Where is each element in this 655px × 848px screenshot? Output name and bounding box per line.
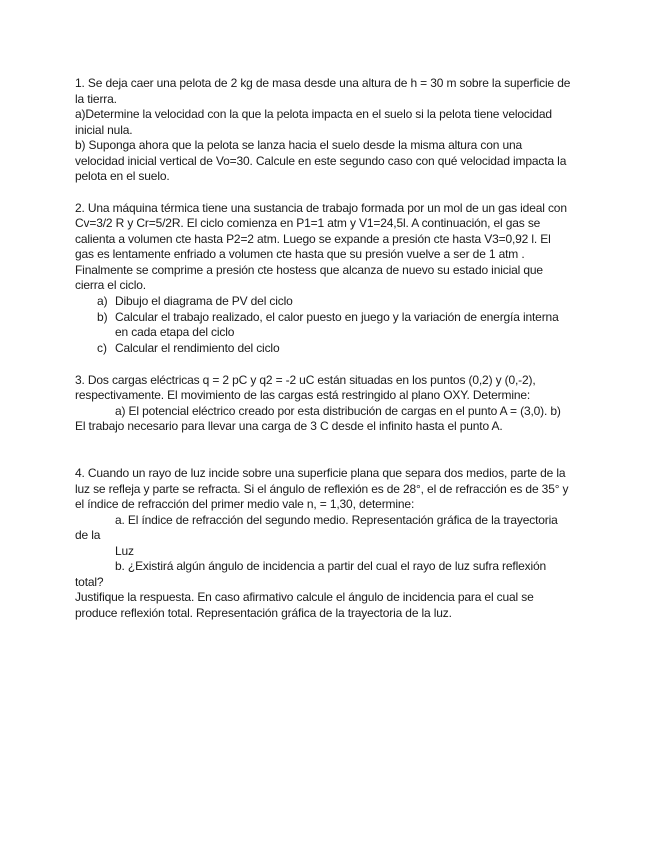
q4-line-1: 4. Cuando un rayo de luz incide sobre una superficie plana que separa dos medios, parte de la: [75, 466, 566, 480]
q4-line-6: Luz: [115, 544, 134, 558]
q1-line-1: 1. Se deja caer una pelota de 2 kg de masa desde una altura de h = 30 m sobre la superficie de: [75, 76, 571, 90]
q1-line-5: b) Suponga ahora que la pelota se lanza hacia el suelo desde la misma altura con una: [75, 138, 523, 152]
list-item-label: b): [97, 310, 108, 324]
q4-line-3: el índice de refracción del primer medio vale n, = 1,30, determine:: [75, 497, 415, 511]
q3-line-1: 3. Dos cargas eléctricas q = 2 pC y q2 = -2 uC están situadas en los puntos (0,2) y (0,-2),: [75, 373, 536, 387]
q2-line-5: Finalmente se comprime a presión cte hostess que alcanza de nuevo su estado inicial que: [75, 263, 543, 277]
list-item-text: Dibujo el diagrama de PV del ciclo: [115, 294, 293, 308]
q4-line-10: produce reflexión total. Representación gráfica de la trayectoria de la luz.: [75, 606, 452, 620]
q2-line-6: cierra el ciclo.: [75, 278, 146, 292]
q3-line-2: respectivamente. El movimiento de las cargas está restringido al plano OXY. Determine:: [75, 388, 531, 402]
q1-line-7: pelota en el suelo.: [75, 169, 170, 183]
q4-line-7: b. ¿Existirá algún ángulo de incidencia a partir del cual el rayo de luz sufra reflexión: [115, 559, 547, 573]
q2-line-2: Cv=3/2 R y Cr=5/2R. El ciclo comienza en P1=1 atm y V1=24,5l. A continuación, el gas se: [75, 216, 541, 230]
q4-line-4: a. El índice de refracción del segundo medio. Representación gráfica de la trayectoria: [115, 513, 558, 527]
list-item-text-cont: en cada etapa del ciclo: [115, 325, 235, 339]
q2-line-4: gas es lentamente enfriado a volumen cte hasta que su presión vuelve a ser de 1 atm .: [75, 247, 525, 261]
q1-line-2: la tierra.: [75, 92, 117, 106]
q4-line-9: Justifique la respuesta. En caso afirmativo calcule el ángulo de incidencia para el cual se: [75, 590, 534, 604]
q4-line-5: de la: [75, 528, 101, 542]
list-item-text: Calcular el trabajo realizado, el calor puesto en juego y la variación de energía interna: [115, 310, 559, 324]
list-item-label: c): [97, 341, 107, 355]
q4-line-8: total?: [75, 575, 104, 589]
q3-line-4: El trabajo necesario para llevar una carga de 3 C desde el infinito hasta el punto A.: [75, 419, 503, 433]
q1-line-3: a)Determine la velocidad con la que la pelota impacta en el suelo si la pelota tiene velocidad: [75, 107, 552, 121]
q1-line-6: velocidad inicial vertical de Vo=30. Calcule en este segundo caso con qué velocidad impacta la: [75, 154, 567, 168]
list-item-label: a): [97, 294, 108, 308]
list-item-text: Calcular el rendimiento del ciclo: [115, 341, 280, 355]
q1-line-4: inicial nula.: [75, 123, 133, 137]
q2-line-1: 2. Una máquina térmica tiene una sustancia de trabajo formada por un mol de un gas ideal con: [75, 201, 567, 215]
q3-line-3: a) El potencial eléctrico creado por esta distribución de cargas en el punto A = (3,0). b): [115, 404, 561, 418]
q4-line-2: luz se refleja y parte se refracta. Si el ángulo de reflexión es de 28°, el de refracción es de 35° y: [75, 482, 569, 496]
q2-line-3: calienta a volumen cte hasta P2=2 atm. Luego se expande a presión cte hasta V3=0,92 l. El: [75, 232, 551, 246]
